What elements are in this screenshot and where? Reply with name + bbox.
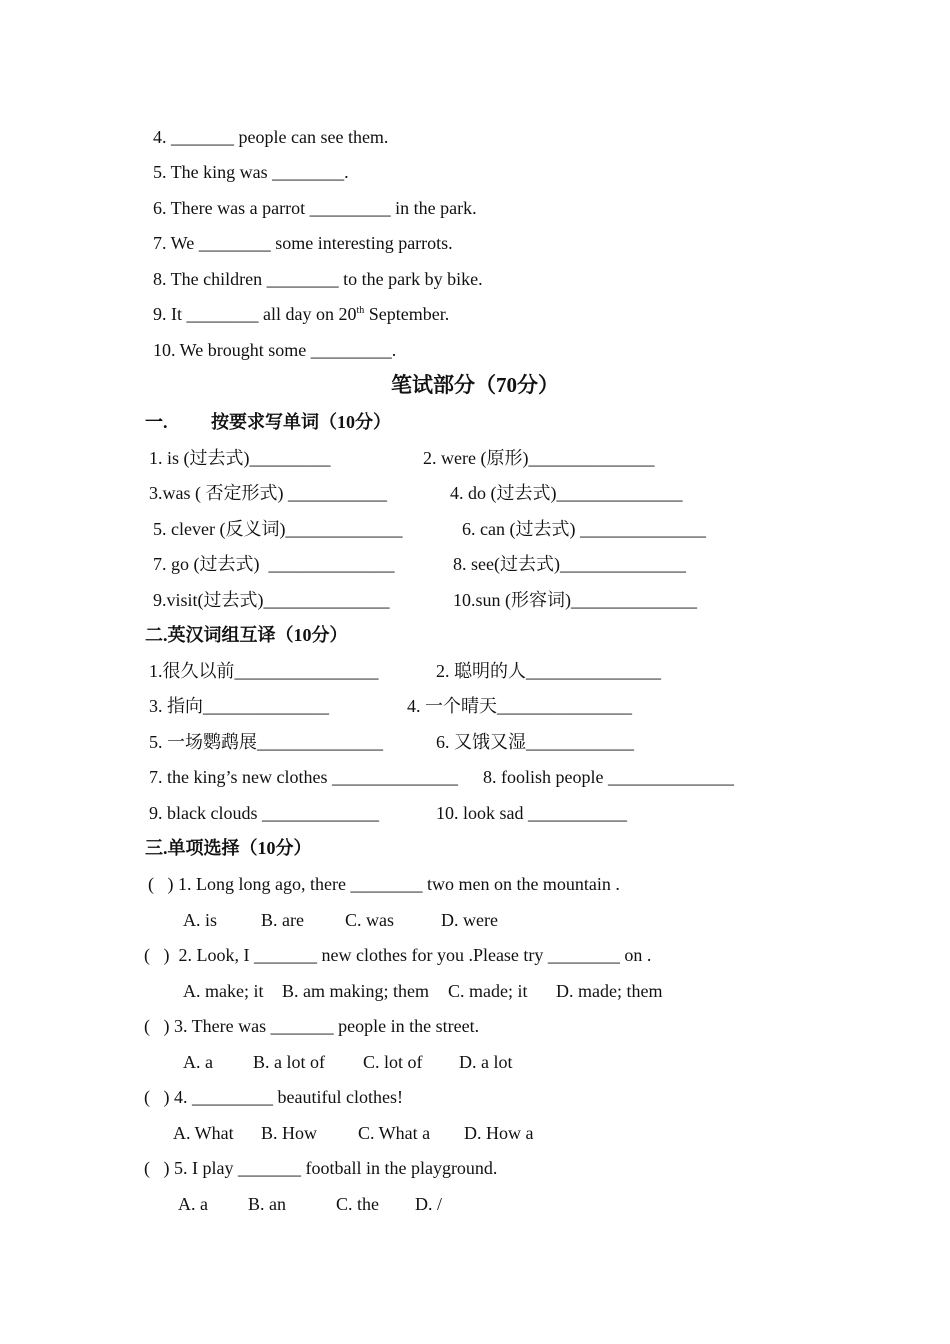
- question-5-option-b: B. an: [248, 1194, 286, 1214]
- section2-item-6: 6. 又饿又湿____________: [436, 732, 634, 752]
- listening-item-9-sup: th: [356, 305, 365, 316]
- section2-item-1: 1.很久以前________________: [149, 661, 379, 681]
- listening-item-4: 4. _______ people can see them.: [153, 127, 389, 147]
- section2-item-3: 3. 指向______________: [149, 696, 329, 716]
- question-3-option-c: C. lot of: [363, 1052, 423, 1072]
- question-3-option-d: D. a lot: [459, 1052, 513, 1072]
- section2-item-2: 2. 聪明的人_______________: [436, 661, 661, 681]
- section1-item-3: 3.was ( 否定形式) ___________: [149, 483, 387, 503]
- question-4-option-b: B. How: [261, 1123, 318, 1143]
- listening-item-9-before: 9. It ________ all day on 20: [153, 304, 357, 324]
- question-5-option-a: A. a: [178, 1194, 208, 1214]
- listening-item-10: 10. We brought some _________.: [153, 340, 397, 360]
- question-3-option-a: A. a: [183, 1052, 213, 1072]
- question-1-option-d: D. were: [441, 910, 498, 930]
- section1-number: 一.: [145, 412, 168, 432]
- section2-item-8: 8. foolish people ______________: [483, 767, 734, 787]
- question-1-options: [0, 909, 950, 931]
- section1-item-4: 4. do (过去式)______________: [450, 483, 683, 503]
- section1-row-1: [0, 447, 950, 469]
- section1-item-10: 10.sun (形容词)______________: [453, 590, 697, 610]
- question-5-option-d: D. /: [415, 1194, 442, 1214]
- listening-item-5: 5. The king was ________.: [153, 162, 349, 182]
- section3-heading: 三.单项选择（10分）: [145, 838, 312, 858]
- question-5-option-c: C. the: [336, 1194, 379, 1214]
- section1-item-2: 2. were (原形)______________: [423, 448, 655, 468]
- section1-row-2: [0, 482, 950, 504]
- question-1-option-a: A. is: [183, 910, 218, 930]
- section1-heading: [145, 411, 391, 433]
- question-4-option-c: C. What a: [358, 1123, 431, 1143]
- section2-item-7: 7. the king’s new clothes ______________: [149, 767, 458, 787]
- question-2-option-a: A. make; it: [183, 981, 264, 1001]
- section2-item-5: 5. 一场鹦鹉展______________: [149, 732, 383, 752]
- question-1-option-b: B. are: [261, 910, 304, 930]
- section2-item-10: 10. look sad ___________: [436, 803, 627, 823]
- listening-item-9: [153, 303, 449, 325]
- section1-row-5: [0, 589, 950, 611]
- section2-row-4: [0, 766, 950, 788]
- written-part-title: 笔试部分（70分）: [391, 373, 559, 397]
- section2-item-4: 4. 一个晴天_______________: [407, 696, 632, 716]
- section1-item-1: 1. is (过去式)_________: [149, 448, 331, 468]
- question-1-stem: ( ) 1. Long long ago, there ________ two men on the mountain .: [148, 874, 620, 894]
- section2-row-5: [0, 802, 950, 824]
- listening-item-6: 6. There was a parrot _________ in the park.: [153, 198, 477, 218]
- question-4-option-d: D. How a: [464, 1123, 534, 1143]
- question-3-options: [0, 1051, 950, 1073]
- question-3-stem: ( ) 3. There was _______ people in the street.: [144, 1016, 480, 1036]
- section2-item-9: 9. black clouds _____________: [149, 803, 379, 823]
- listening-item-9-after: September.: [364, 304, 450, 324]
- section2-row-1: [0, 660, 950, 682]
- section1-title: 按要求写单词（10分）: [211, 412, 391, 432]
- section2-row-3: [0, 731, 950, 753]
- question-2-stem: ( ) 2. Look, I _______ new clothes for you .Please try ________ on .: [144, 945, 652, 965]
- question-5-options: [0, 1193, 950, 1215]
- section1-row-4: [0, 553, 950, 575]
- question-2-option-b: B. am making; them: [282, 981, 429, 1001]
- section1-item-6: 6. can (过去式) ______________: [462, 519, 706, 539]
- section1-item-8: 8. see(过去式)______________: [453, 554, 686, 574]
- listening-item-8: 8. The children ________ to the park by bike.: [153, 269, 483, 289]
- section1-item-5: 5. clever (反义词)_____________: [153, 519, 403, 539]
- question-4-stem: ( ) 4. _________ beautiful clothes!: [144, 1087, 403, 1107]
- question-2-option-c: C. made; it: [448, 981, 528, 1001]
- listening-item-7: 7. We ________ some interesting parrots.: [153, 233, 453, 253]
- question-1-option-c: C. was: [345, 910, 394, 930]
- section2-heading: 二.英汉词组互译（10分）: [145, 625, 348, 645]
- question-5-stem: ( ) 5. I play _______ football in the playground.: [144, 1158, 498, 1178]
- section1-item-7: 7. go (过去式) ______________: [153, 554, 395, 574]
- section1-row-3: [0, 518, 950, 540]
- question-2-option-d: D. made; them: [556, 981, 663, 1001]
- section1-item-9: 9.visit(过去式)______________: [153, 590, 390, 610]
- question-3-option-b: B. a lot of: [253, 1052, 325, 1072]
- question-4-option-a: A. What: [173, 1123, 234, 1143]
- question-4-options: [0, 1122, 950, 1144]
- question-2-options: [0, 980, 950, 1002]
- section2-row-2: [0, 695, 950, 717]
